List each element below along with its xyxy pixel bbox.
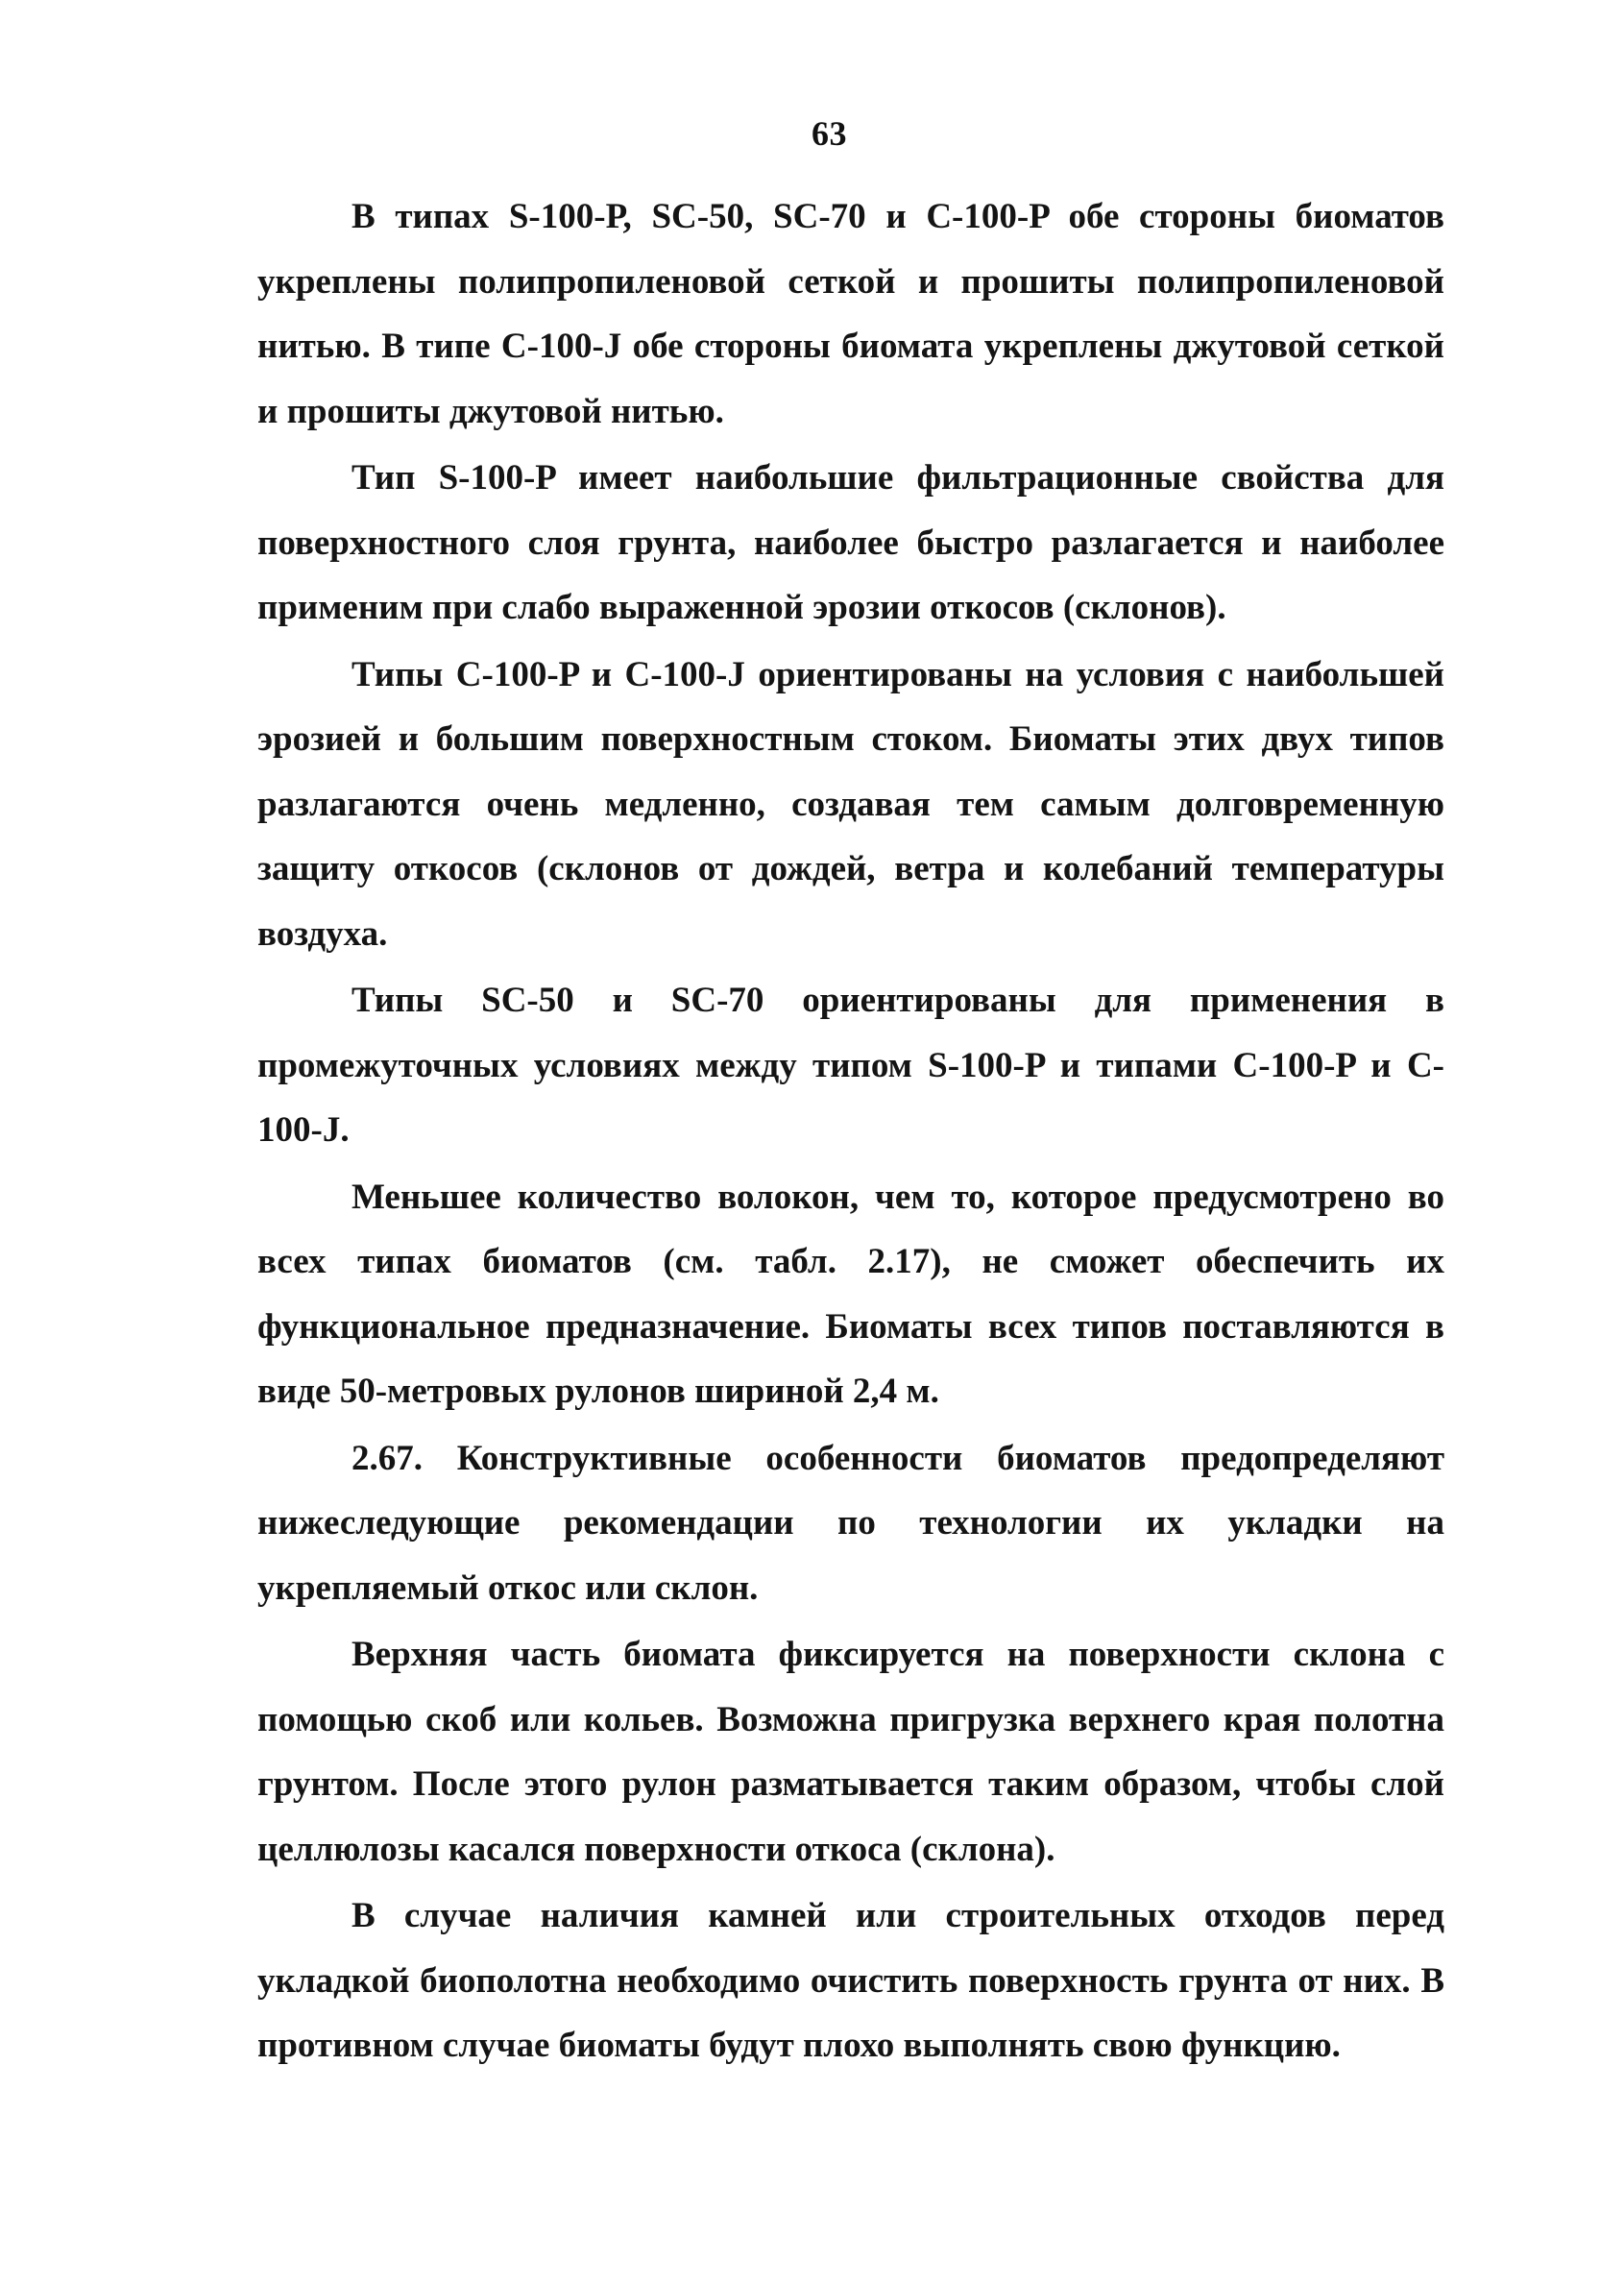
paragraph-top-fixation: Верхняя часть биомата фиксируется на поверхности склона с помощью скоб или кольев. Возможна пригрузка верхнего края полотна грунтом. После этого рулон разматывается таким образом, чтобы слой целлюлозы касался поверхности откоса (склона). xyxy=(257,1635,1444,1869)
paragraph-ground-cleaning: В случае наличия камней или строительных отходов перед укладкой биополотна необходимо очистить поверхность грунта от них. В противном случае биоматы будут плохо выполнять свою функцию. xyxy=(257,1896,1444,2065)
paragraph-type-s100p: Тип S-100-P имеет наибольшие фильтрационные свойства для поверхностного слоя грунта, наиболее быстро разлагается и наиболее применим при слабо выраженной эрозии откосов (склонов). xyxy=(257,458,1444,627)
body-text xyxy=(257,184,1444,2078)
paragraph-types-c100: Типы C-100-P и C-100-J ориентированы на условия с наибольшей эрозией и большим поверхностным стоком. Биоматы этих двух типов разлагаются очень медленно, создавая тем самым долговременную защиту откосов (склонов от дождей, ветра и колебаний температуры воздуха. xyxy=(257,654,1444,954)
page-number: 63 xyxy=(812,114,847,153)
paragraph-fiber-quantity: Меньшее количество волокон, чем то, которое предусмотрено во всех типах биоматов (см. табл. 2.17), не сможет обеспечить их функциональное предназначение. Биоматы всех типов поставляются в виде 50-метровых рулонов шириной 2,4 м. xyxy=(257,1177,1444,1411)
paragraph-section-2-67: 2.67. Конструктивные особенности биоматов предопределяют нижеследующие рекомендации по технологии их укладки на укрепляемый откос или склон. xyxy=(257,1438,1444,1608)
paragraph-biomat-types-reinforcement: В типах S-100-Р, SC-50, SC-70 и C-100-P обе стороны биоматов укреплены полипропиленовой сеткой и прошиты полипропиленовой нитью. В типе C-100-J обе стороны биомата укреплены джутовой сеткой и прошиты джутовой нитью. xyxy=(257,197,1444,431)
paragraph-types-sc: Типы SC-50 и SC-70 ориентированы для применения в промежуточных условиях между типом S-100-P и типами C-100-P и C-100-J. xyxy=(257,981,1444,1150)
